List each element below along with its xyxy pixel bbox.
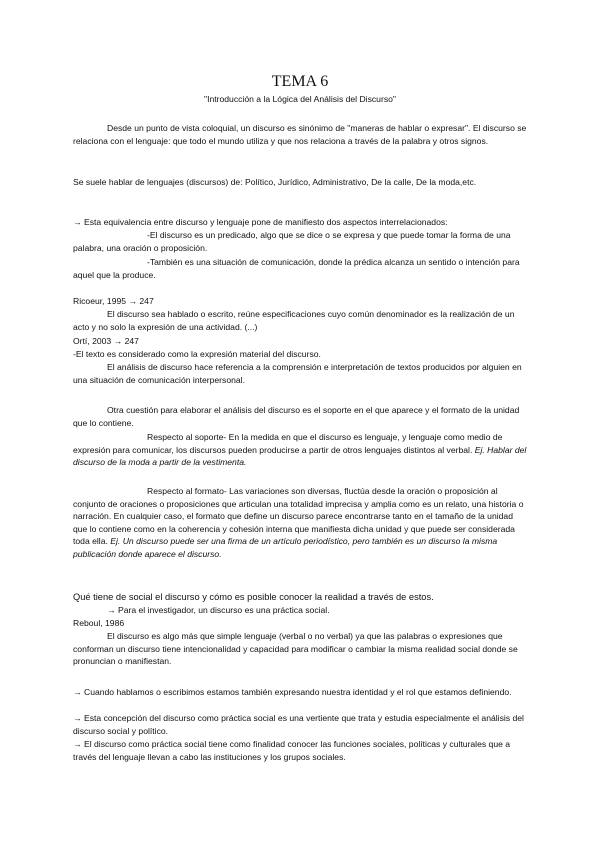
paragraph-situacion: -También es una situación de comunicación, donde la prédica alcanza un sentido o intención para aquel que la produce. (73, 257, 520, 280)
paragraph-analisis: El análisis de discurso hace referencia a la comprensión e interpretación de textos producidos por alguien en una situación de comunicación interpersonal. (73, 362, 522, 385)
paragraph-reboul: El discurso es algo más que simple lenguaje (verbal o no verbal) ya que las palabras o expresiones que conforman un discurso tiene intencionalidad y capacidad para modificar o cambiar la misma realidad social donde se pronuncian o manifiestan. (73, 631, 518, 667)
paragraph-ricoeur: El discurso sea hablado o escrito, reúne especificaciones cuyo común denominador es la realización de un acto y no solo la expresión de una actividad. (...) (73, 309, 515, 332)
paragraph-formato (73, 485, 527, 561)
citation-ricoeur: Ricoeur, 1995 → 247 (73, 296, 154, 306)
document-title: TEMA 6 (271, 73, 329, 90)
paragraph-concepcion: → Esta concepción del discurso como práctica social es una vertiente que trata y estudia especialmente el análisis del discurso social y político. (73, 713, 524, 736)
citation-orti: Ortí, 2003 → 247 (73, 336, 139, 346)
paragraph-texto: -El texto es considerado como la expresión material del discurso. (73, 349, 321, 359)
formato-example: Ej. Un discurso puede ser una firma de un artículo periodístico, pero también es un discurso la misma publicación donde aparece el discurso. (73, 536, 498, 559)
paragraph-practica-social: → Para el investigador, un discurso es una práctica social. (107, 605, 330, 615)
soporte-example: Ej. Hablar del discurso de la moda a partir de la vestimenta. (73, 444, 527, 468)
soporte-text: Respecto al soporte- En la medida en que el discurso es lenguaje, y lenguaje como medio de expresión para comunicar, los discursos pueden producirse a partir de otros lenguajes distintos al verbal. (73, 432, 503, 455)
paragraph-predicado: -El discurso es un predicado, algo que se dice o se expresa y que puede tomar la forma de una palabra, una oración o proposición. (73, 230, 511, 253)
document-subtitle: "Introducción a la Lógica del Análisis del Discurso" (204, 94, 396, 104)
paragraph-soporte-intro: Otra cuestión para elaborar el análisis del discurso es el soporte en el que aparece y el formato de la unidad que lo contiene. (73, 405, 520, 428)
citation-reboul: Reboul, 1986 (73, 618, 125, 628)
formato-text: Respecto al formato- Las variaciones son diversas, fluctúa desde la oración o proposición al conjunto de oraciones o proposiciones que articulan una totalidad imprecisa y amplia como es un relato, una historia o narración. En cualquier caso, el formato que define un discurso parece encontrarse tanto en el tamaño de la unidad que lo contiene como en la coherencia y cohesión interna que manifiesta dicha unidad y que puede ser considerada toda ella. (73, 486, 524, 547)
paragraph-social-question: Qué tiene de social el discurso y cómo es posible conocer la realidad a través de estos. (73, 592, 434, 602)
paragraph-finalidad: → El discurso como práctica social tiene como finalidad conocer las funciones sociales, políticas y culturales que a través del lenguaje llevan a cabo las instituciones y los grupos sociales. (73, 739, 511, 762)
paragraph-equivalencia: → Esta equivalencia entre discurso y lenguaje pone de manifiesto dos aspectos interrelacionados: (73, 217, 448, 227)
paragraph-lenguajes: Se suele hablar de lenguajes (discursos) de: Político, Jurídico, Administrativo, De la calle, De la moda,etc. (73, 177, 477, 187)
paragraph-intro: Desde un punto de vista coloquial, un discurso es sinónimo de "maneras de hablar o expresar". El discurso se relaciona con el lenguaje: que todo el mundo utiliza y que nos relaciona a través de la palabra y otros signos. (73, 123, 527, 146)
paragraph-soporte (73, 431, 527, 469)
paragraph-identidad: → Cuando hablamos o escribimos estamos también expresando nuestra identidad y el rol que estamos definiendo. (73, 687, 512, 697)
